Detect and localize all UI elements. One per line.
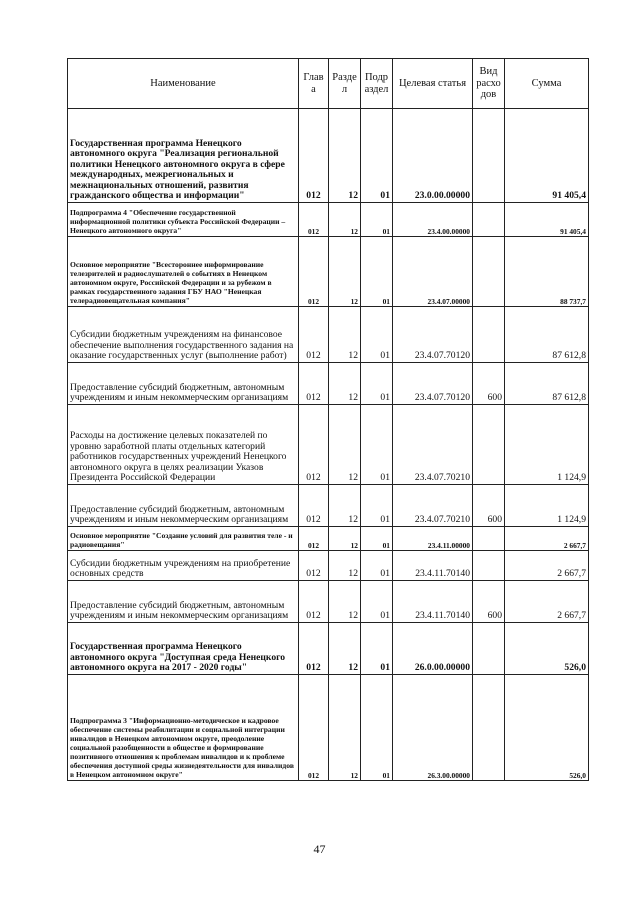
row-summa: 526,0 xyxy=(505,675,589,781)
row-summa: 1 124,9 xyxy=(505,485,589,527)
row-glava: 012 xyxy=(299,109,329,203)
row-statya: 23.4.00.00000 xyxy=(393,203,473,237)
header-summa: Сумма xyxy=(505,59,589,109)
row-glava: 012 xyxy=(299,363,329,405)
row-podrazdel: 01 xyxy=(361,623,393,675)
row-podrazdel: 01 xyxy=(361,581,393,623)
row-vid: 600 xyxy=(473,363,505,405)
row-name: Субсидии бюджетным учреждениям на приобретение основных средств xyxy=(68,551,299,581)
row-glava: 012 xyxy=(299,405,329,485)
row-podrazdel: 01 xyxy=(361,237,393,307)
table-row xyxy=(68,307,589,363)
row-statya: 23.4.11.00000 xyxy=(393,527,473,551)
row-summa: 91 405,4 xyxy=(505,203,589,237)
row-podrazdel: 01 xyxy=(361,405,393,485)
row-statya: 26.3.00.00000 xyxy=(393,675,473,781)
page-number: 47 xyxy=(313,842,326,856)
row-podrazdel: 01 xyxy=(361,363,393,405)
row-name: Основное мероприятие "Создание условий для развития теле - и радиовещания" xyxy=(68,527,299,551)
row-summa: 87 612,8 xyxy=(505,363,589,405)
row-podrazdel: 01 xyxy=(361,203,393,237)
header-statya: Целевая статья xyxy=(393,59,473,109)
row-podrazdel: 01 xyxy=(361,307,393,363)
row-statya: 23.4.07.00000 xyxy=(393,237,473,307)
row-vid xyxy=(473,405,505,485)
row-name: Расходы на достижение целевых показателей по уровню заработной платы отдельных категорий работников государственных учреждений Ненецкого автономного округа в целях реализации Указов Президента Российской Федерации xyxy=(68,405,299,485)
header-name: Наименование xyxy=(68,59,299,109)
row-glava: 012 xyxy=(299,203,329,237)
row-summa: 91 405,4 xyxy=(505,109,589,203)
table-row xyxy=(68,551,589,581)
row-name: Предоставление субсидий бюджетным, автономным учреждениям и иным некоммерческим организациям xyxy=(68,485,299,527)
row-vid xyxy=(473,307,505,363)
row-statya: 26.0.00.00000 xyxy=(393,623,473,675)
row-razdel: 12 xyxy=(329,675,361,781)
row-razdel: 12 xyxy=(329,405,361,485)
header-glava: Глав а xyxy=(299,59,329,109)
row-vid xyxy=(473,623,505,675)
row-vid xyxy=(473,203,505,237)
table-row xyxy=(68,109,589,203)
row-glava: 012 xyxy=(299,307,329,363)
row-name: Основное мероприятие "Всестороннее информирование телезрителей и радиослушателей о событиях в Ненецком автономном округе, Российской Федерации и за рубежом в рамках государственного задания ГБУ НАО "Ненецкая телерадиовещательная компания" xyxy=(68,237,299,307)
row-summa: 2 667,7 xyxy=(505,527,589,551)
row-vid xyxy=(473,675,505,781)
row-glava: 012 xyxy=(299,485,329,527)
row-statya: 23.4.11.70140 xyxy=(393,581,473,623)
row-razdel: 12 xyxy=(329,363,361,405)
row-name: Субсидии бюджетным учреждениям на финансовое обеспечение выполнения государственного задания на оказание государственных услуг (выполнение работ) xyxy=(68,307,299,363)
table-row xyxy=(68,405,589,485)
row-name: Подпрограмма 3 "Информационно-методическое и кадровое обеспечение системы реабилитации и социальной интеграции инвалидов в Ненецком автономном округе, преодоление социальной разобщенности в обществе и формирование позитивного отношения к проблемам инвалидов и к проблеме обеспечения доступной среды жизнедеятельности для инвалидов в Ненецком автономном округе" xyxy=(68,675,299,781)
header-razdel: Разде л xyxy=(329,59,361,109)
row-summa: 2 667,7 xyxy=(505,551,589,581)
row-vid xyxy=(473,237,505,307)
row-statya: 23.4.07.70210 xyxy=(393,405,473,485)
row-statya: 23.0.00.00000 xyxy=(393,109,473,203)
row-summa: 87 612,8 xyxy=(505,307,589,363)
table-row xyxy=(68,527,589,551)
header-vid: Вид расхо дов xyxy=(473,59,505,109)
row-statya: 23.4.11.70140 xyxy=(393,551,473,581)
row-razdel: 12 xyxy=(329,307,361,363)
table-row xyxy=(68,675,589,781)
row-vid xyxy=(473,109,505,203)
row-vid: 600 xyxy=(473,581,505,623)
row-podrazdel: 01 xyxy=(361,675,393,781)
row-razdel: 12 xyxy=(329,623,361,675)
row-vid: 600 xyxy=(473,485,505,527)
row-summa: 526,0 xyxy=(505,623,589,675)
row-razdel: 12 xyxy=(329,203,361,237)
row-razdel: 12 xyxy=(329,109,361,203)
row-summa: 1 124,9 xyxy=(505,405,589,485)
table-row xyxy=(68,581,589,623)
row-vid xyxy=(473,551,505,581)
row-summa: 2 667,7 xyxy=(505,581,589,623)
row-podrazdel: 01 xyxy=(361,527,393,551)
row-statya: 23.4.07.70120 xyxy=(393,363,473,405)
budget-table xyxy=(67,58,589,781)
row-razdel: 12 xyxy=(329,581,361,623)
row-razdel: 12 xyxy=(329,237,361,307)
row-razdel: 12 xyxy=(329,551,361,581)
row-glava: 012 xyxy=(299,237,329,307)
row-razdel: 12 xyxy=(329,485,361,527)
row-name: Подпрограмма 4 "Обеспечение государственной информационной политики субъекта Российской Федерации – Ненецкого автономного округа" xyxy=(68,203,299,237)
row-glava: 012 xyxy=(299,581,329,623)
row-podrazdel: 01 xyxy=(361,551,393,581)
row-glava: 012 xyxy=(299,551,329,581)
table-row xyxy=(68,237,589,307)
header-podrazdel: Подр аздел xyxy=(361,59,393,109)
row-name: Предоставление субсидий бюджетным, автономным учреждениям и иным некоммерческим организациям xyxy=(68,581,299,623)
row-summa: 88 737,7 xyxy=(505,237,589,307)
row-podrazdel: 01 xyxy=(361,485,393,527)
row-name: Государственная программа Ненецкого автономного округа "Реализация региональной политики Ненецкого автономного округа в сфере международных, межрегиональных и межнациональных отношений, развития гражданского общества и информации" xyxy=(68,109,299,203)
header-row xyxy=(68,59,589,109)
row-glava: 012 xyxy=(299,623,329,675)
table-row xyxy=(68,623,589,675)
table-row xyxy=(68,203,589,237)
row-razdel: 12 xyxy=(329,527,361,551)
row-statya: 23.4.07.70210 xyxy=(393,485,473,527)
table-row xyxy=(68,485,589,527)
table-row xyxy=(68,363,589,405)
row-glava: 012 xyxy=(299,527,329,551)
row-podrazdel: 01 xyxy=(361,109,393,203)
row-name: Предоставление субсидий бюджетным, автономным учреждениям и иным некоммерческим организациям xyxy=(68,363,299,405)
row-name: Государственная программа Ненецкого автономного округа "Доступная среда Ненецкого автономного округа на 2017 - 2020 годы" xyxy=(68,623,299,675)
row-statya: 23.4.07.70120 xyxy=(393,307,473,363)
row-vid xyxy=(473,527,505,551)
row-glava: 012 xyxy=(299,675,329,781)
